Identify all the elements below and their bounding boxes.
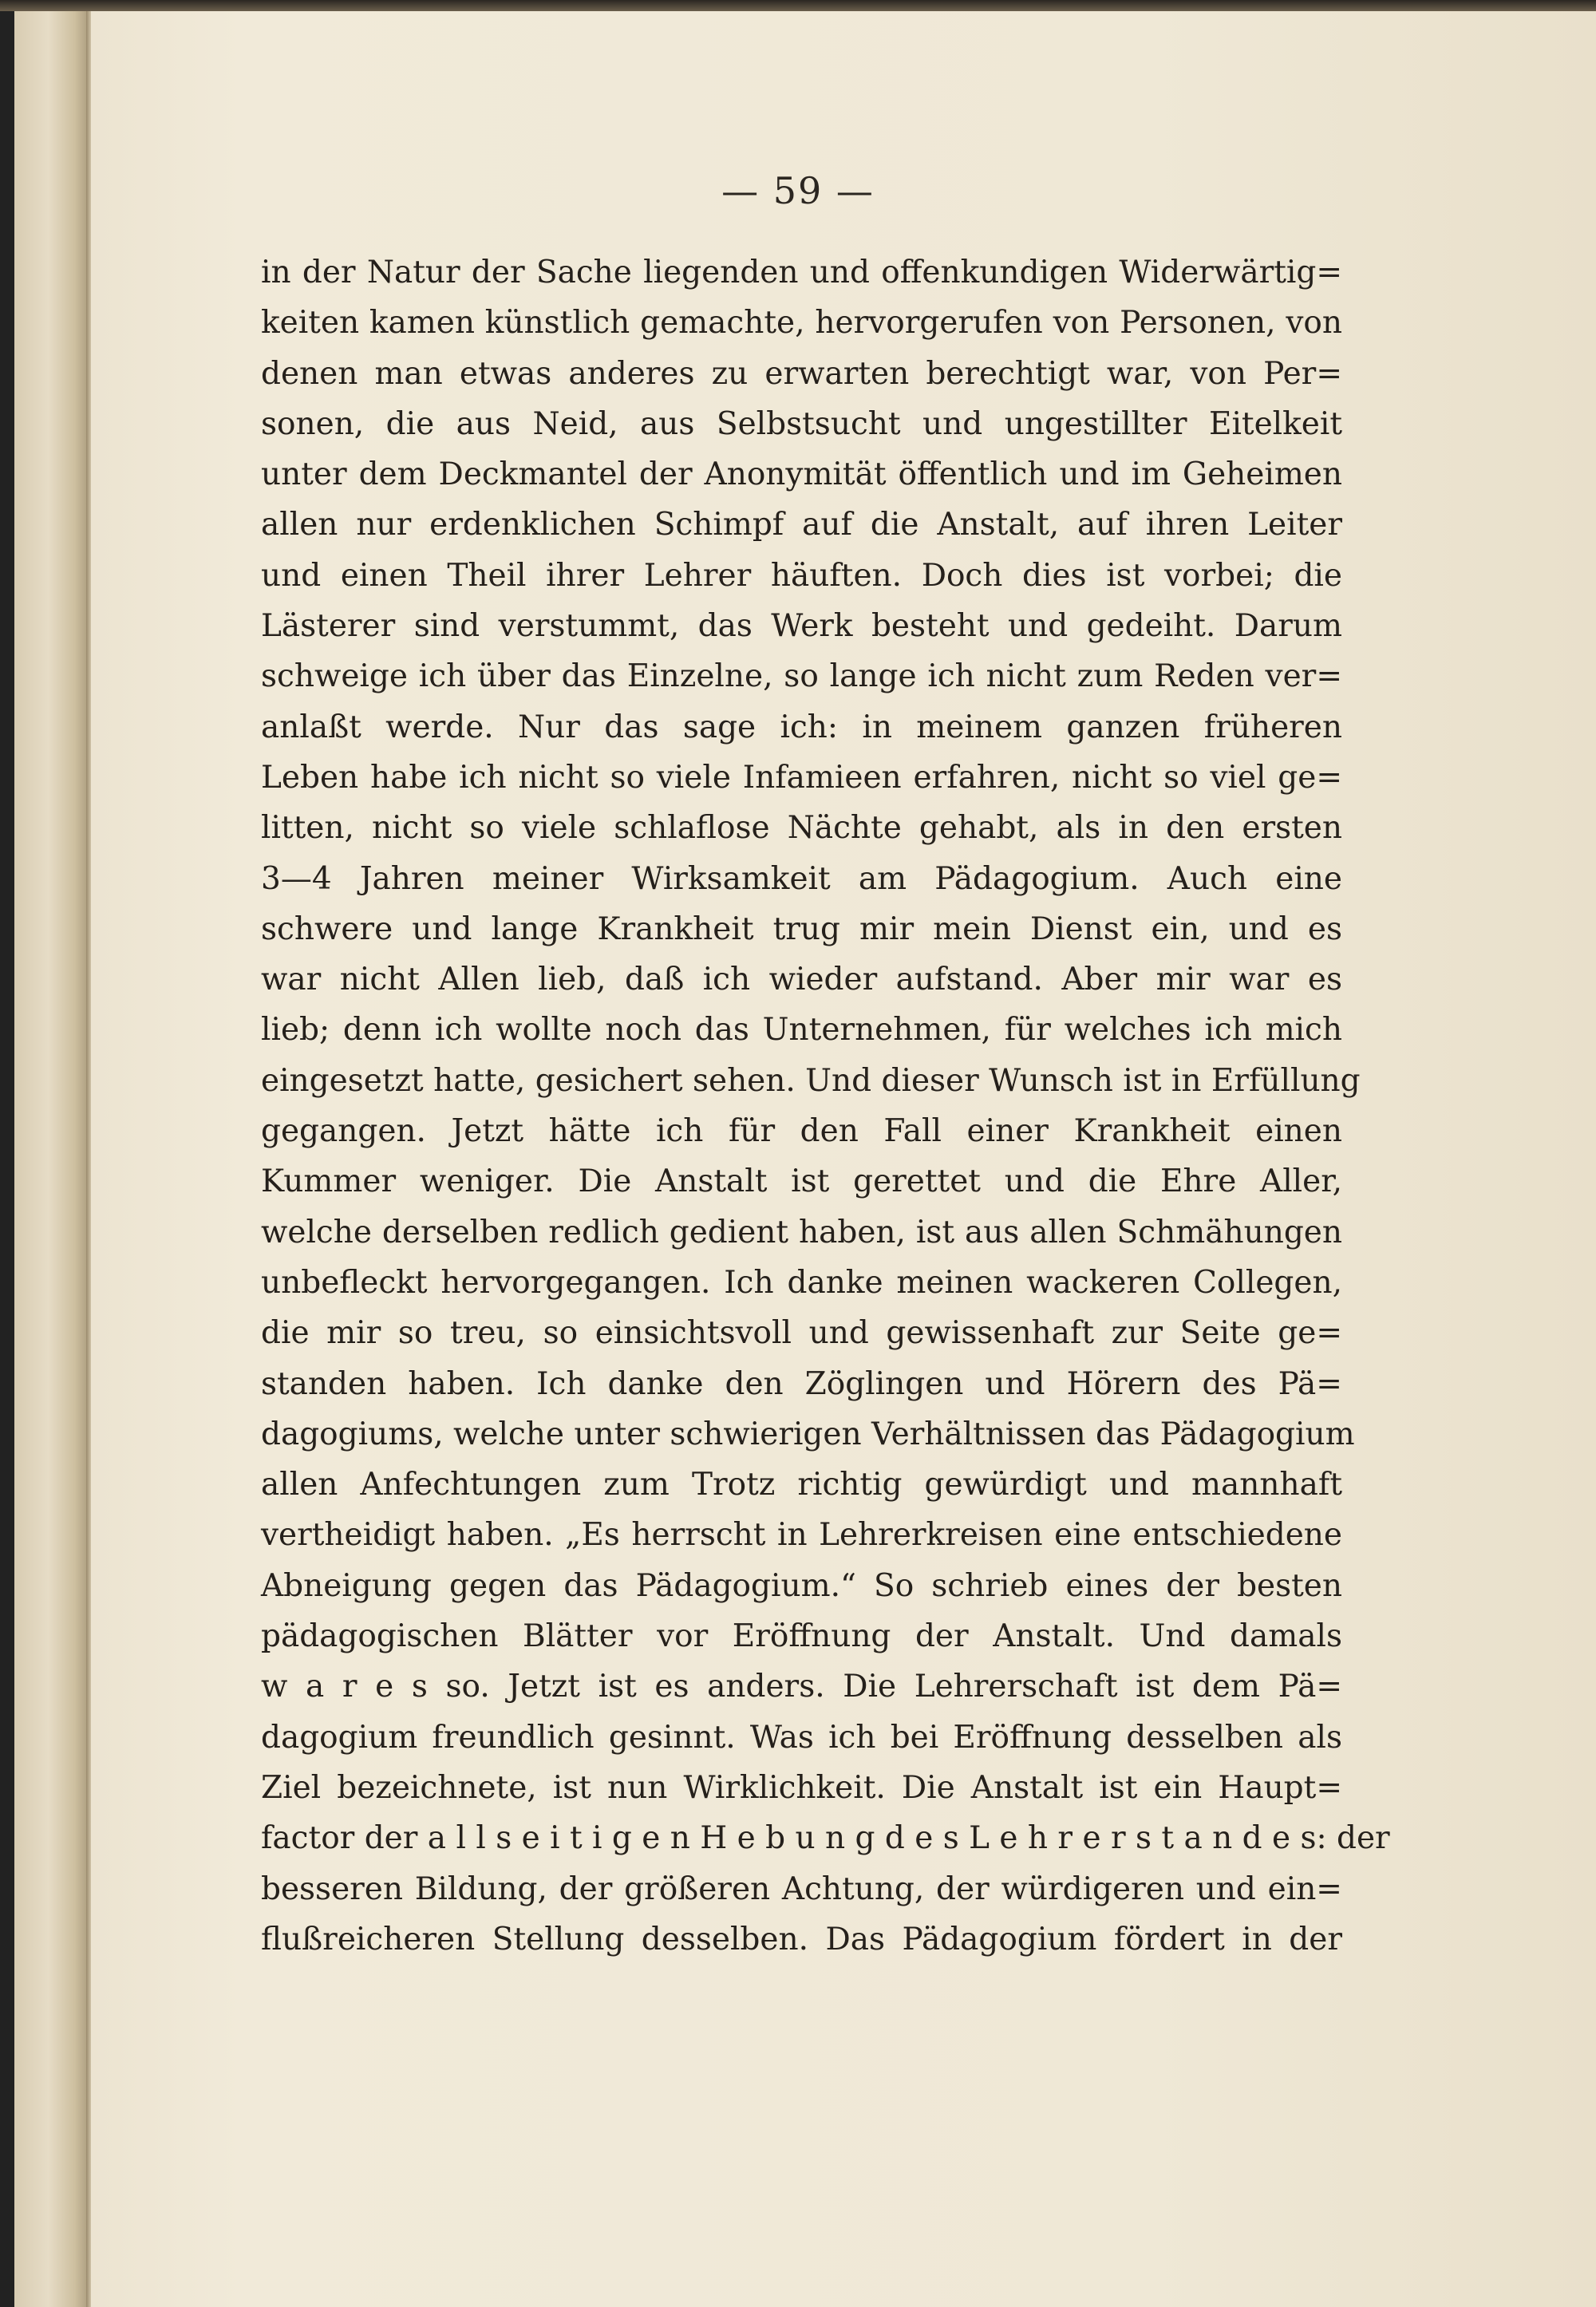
text-line: dagogiums, welche unter schwierigen Verhältnissen das Pädagogium <box>261 1416 1355 1452</box>
scan-border-top <box>0 0 1596 11</box>
text-line: w a r e s so. Jetzt ist es anders. Die Lehrerschaft ist dem Pä= <box>261 1669 1342 1705</box>
text-line: Kummer weniger. Die Anstalt ist gerettet und die Ehre Aller, <box>261 1163 1342 1200</box>
text-line: litten, nicht so viele schlaflose Nächte gehabt, als in den ersten <box>261 810 1342 847</box>
text-line: war nicht Allen lieb, daß ich wieder aufstand. Aber mir war es <box>261 962 1342 998</box>
body-text <box>261 247 1390 1965</box>
page-number: — 59 — <box>721 169 875 212</box>
text-line: unbefleckt hervorgegangen. Ich danke meinen wackeren Collegen, <box>261 1264 1342 1301</box>
text-line: allen nur erdenklichen Schimpf auf die Anstalt, auf ihren Leiter <box>261 507 1342 543</box>
text-line: Leben habe ich nicht so viele Infamieen erfahren, nicht so viel ge= <box>261 759 1342 796</box>
text-line: keiten kamen künstlich gemachte, hervorgerufen von Personen, von <box>261 305 1342 342</box>
text-line: allen Anfechtungen zum Trotz richtig gewürdigt und mannhaft <box>261 1467 1342 1503</box>
text-line: welche derselben redlich gedient haben, ist aus allen Schmähungen <box>261 1214 1342 1250</box>
text-line: Lästerer sind verstummt, das Werk besteht und gedeiht. Darum <box>261 608 1342 645</box>
text-line: standen haben. Ich danke den Zöglingen und Hörern des Pä= <box>261 1365 1342 1402</box>
text-line: die mir so treu, so einsichtsvoll und gewissenhaft zur Seite ge= <box>261 1315 1342 1352</box>
text-line: lieb; denn ich wollte noch das Unternehmen, für welches ich mich <box>261 1012 1342 1049</box>
text-line: schwere und lange Krankheit trug mir mein Dienst ein, und es <box>261 911 1342 947</box>
facing-page-edge <box>14 0 90 2307</box>
text-line: Abneigung gegen das Pädagogium.“ So schrieb eines der besten <box>261 1567 1342 1604</box>
text-line: schweige ich über das Einzelne, so lange ich nicht zum Reden ver= <box>261 658 1342 695</box>
text-line: flußreicheren Stellung desselben. Das Pädagogium fördert in der <box>261 1921 1342 1957</box>
scan-border-left <box>0 0 14 2307</box>
text-line: vertheidigt haben. „Es herrscht in Lehrerkreisen eine entschiedene <box>261 1517 1342 1554</box>
text-line: factor der a l l s e i t i g e n H e b u n g d e s L e h r e r s t a n d e s: der <box>261 1820 1390 1857</box>
text-line: sonen, die aus Neid, aus Selbstsucht und ungestillter Eitelkeit <box>261 405 1342 442</box>
text-line: pädagogischen Blätter vor Eröffnung der Anstalt. Und damals <box>261 1618 1342 1655</box>
text-line: gegangen. Jetzt hätte ich für den Fall einer Krankheit einen <box>261 1113 1342 1150</box>
text-line: und einen Theil ihrer Lehrer häuften. Doch dies ist vorbei; die <box>261 557 1342 594</box>
text-line: dagogium freundlich gesinnt. Was ich bei Eröffnung desselben als <box>261 1719 1342 1756</box>
text-line: unter dem Deckmantel der Anonymität öffentlich und im Geheimen <box>261 456 1342 493</box>
text-line: in der Natur der Sache liegenden und offenkundigen Widerwärtig= <box>261 255 1342 290</box>
text-line: anlaßt werde. Nur das sage ich: in meinem ganzen früheren <box>261 709 1342 745</box>
text-line: eingesetzt hatte, gesichert sehen. Und dieser Wunsch ist in Erfüllung <box>261 1062 1361 1099</box>
text-line: 3—4 Jahren meiner Wirksamkeit am Pädagogium. Auch eine <box>261 860 1342 897</box>
text-line: besseren Bildung, der größeren Achtung, der würdigeren und ein= <box>261 1870 1342 1907</box>
text-line: Ziel bezeichnete, ist nun Wirklichkeit. Die Anstalt ist ein Haupt= <box>261 1769 1342 1806</box>
text-line: denen man etwas anderes zu erwarten berechtigt war, von Per= <box>261 355 1342 392</box>
